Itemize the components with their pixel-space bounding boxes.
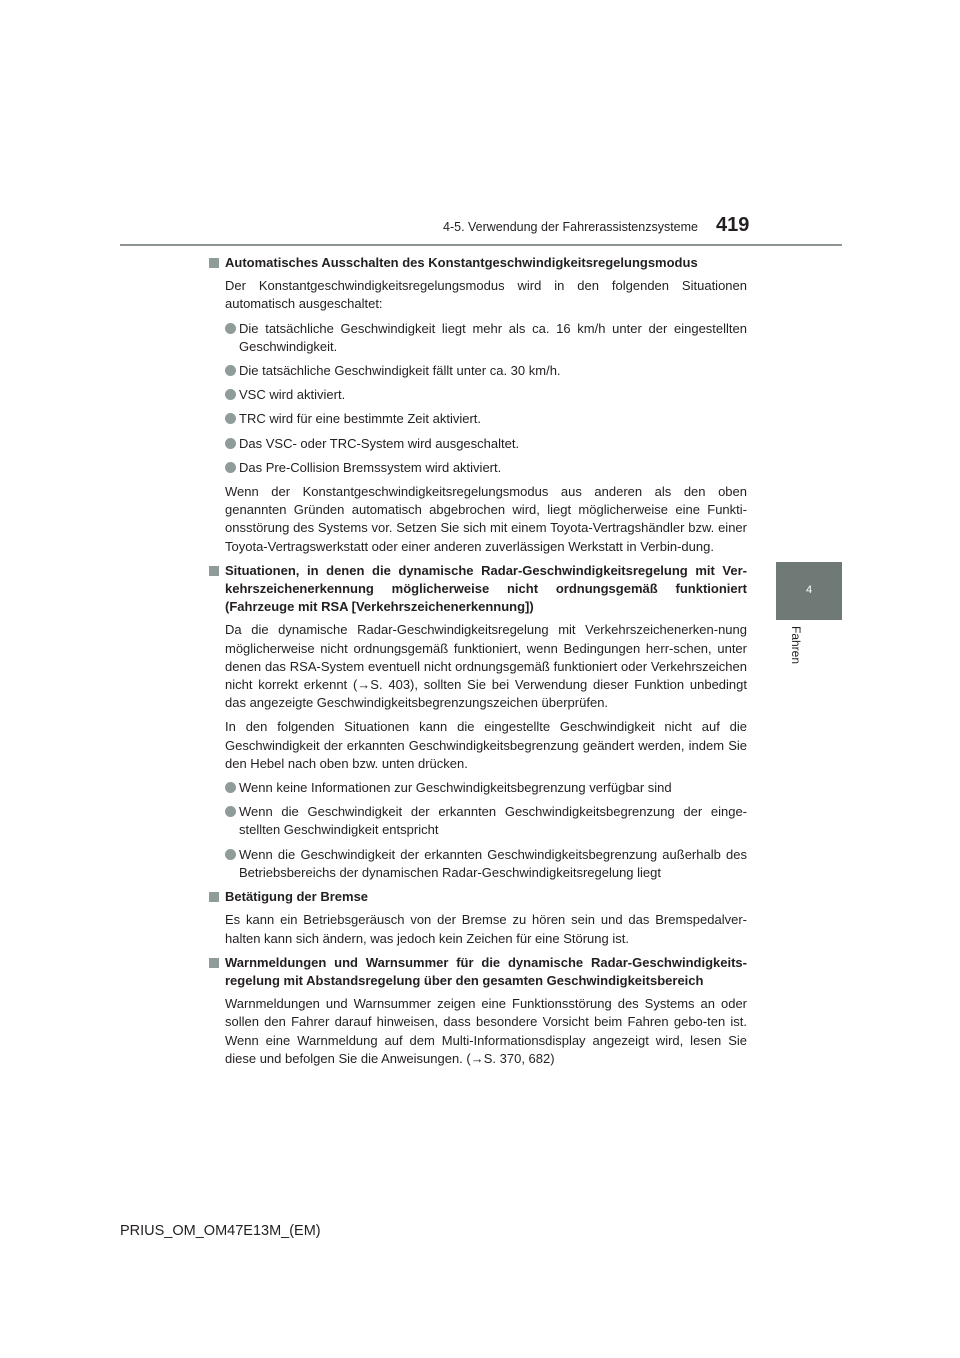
list-item: Wenn die Geschwindigkeit der erkannten Geschwindigkeitsbegrenzung außerhalb des Betriebsbereichs der dynamischen Radar-Geschwindigkeitsregelung liegt (225, 846, 747, 882)
paragraph: Warnmeldungen und Warnsummer zeigen eine Funktionsstörung des Systems an oder sollen den Fahrer darauf hinweisen, dass besondere Vorsicht beim Fahren gebo-ten ist. Wenn eine Warnmeldung auf dem Multi-Informationsdisplay angezeigt wird, lesen Sie diese und befolgen Sie die Anweisungen. (→S. 370, 682) (225, 996, 747, 1066)
paragraph: Der Konstantgeschwindigkeitsregelungsmodus wird in den folgenden Situationen automatisch ausgeschaltet: (225, 278, 747, 312)
paragraph: In den folgenden Situationen kann die eingestellte Geschwindigkeit nicht auf die Geschwindigkeit der erkannten Geschwindigkeitsbegrenzung geändert werden, indem Sie den Hebel nach oben bzw. unten drücken. (225, 719, 747, 771)
section-heading: Automatisches Ausschalten des Konstantgeschwindigkeitsregelungsmodus (209, 254, 747, 272)
square-bullet-icon (209, 958, 219, 968)
chapter-tab (776, 562, 842, 620)
list-item: Wenn keine Informationen zur Geschwindigkeitsbegrenzung verfügbar sind (225, 779, 747, 797)
header-divider (120, 244, 842, 246)
section-heading: Situationen, in denen die dynamische Radar-Geschwindigkeitsregelung mit Ver-kehrszeichenerkennung möglicherweise nicht ordnungsgemäß funktioniert (Fahrzeuge mit RSA [Verkehrszeichenerkennung]) (209, 562, 747, 617)
list-item: Die tatsächliche Geschwindigkeit liegt mehr als ca. 16 km/h unter der eingestellten Geschwindigkeit. (225, 320, 747, 356)
round-bullet-icon (225, 849, 236, 860)
list-item: VSC wird aktiviert. (225, 386, 747, 404)
list-item: Das VSC- oder TRC-System wird ausgeschaltet. (225, 435, 747, 453)
list-item: Die tatsächliche Geschwindigkeit fällt unter ca. 30 km/h. (225, 362, 747, 380)
round-bullet-icon (225, 782, 236, 793)
chapter-side-label-text: Fahren (789, 625, 803, 665)
chapter-side-label (786, 622, 806, 668)
list-item: Das Pre-Collision Bremssystem wird aktiviert. (225, 459, 747, 477)
round-bullet-icon (225, 806, 236, 817)
section-heading: Warnmeldungen und Warnsummer für die dynamische Radar-Geschwindigkeits-regelung mit Abstandsregelung über den gesamten Geschwindigkeitsbereich (209, 954, 747, 990)
square-bullet-icon (209, 566, 219, 576)
paragraph: Da die dynamische Radar-Geschwindigkeitsregelung mit Verkehrszeichenerken-nung möglicherweise nicht ordnungsgemäß funktioniert, wenn Bedingungen herr-schen, unter denen das RSA-System eventuell nicht ordnungsgemäß funktioniert oder Verkehrszeichen nicht korrekt erkennt (→S. 403), sollten Sie bei Verwendung dieser Funktion unbedingt das angezeigte Geschwindigkeitsbegrenzungszeichen überprüfen. (225, 622, 747, 711)
page-content (209, 254, 747, 1074)
round-bullet-icon (225, 389, 236, 400)
round-bullet-icon (225, 462, 236, 473)
page-number: 419 (716, 214, 750, 236)
paragraph: Wenn der Konstantgeschwindigkeitsregelungsmodus aus anderen als den oben genannten Gründen automatisch abgebrochen wird, liegt möglicherweise eine Funkti-onsstörung des Systems vor. Setzen Sie sich mit einem Toyota-Vertragshändler bzw. einer Toyota-Vertragswerkstatt oder einer anderen zuverlässigen Werkstatt in Verbin-dung. (225, 484, 747, 554)
round-bullet-icon (225, 438, 236, 449)
chapter-tab-number: 4 (805, 584, 813, 596)
square-bullet-icon (209, 258, 219, 268)
round-bullet-icon (225, 323, 236, 334)
round-bullet-icon (225, 413, 236, 424)
document-code: PRIUS_OM_OM47E13M_(EM) (120, 1223, 321, 1239)
header-section-title: 4-5. Verwendung der Fahrerassistenzsysteme (443, 220, 698, 234)
section-heading: Betätigung der Bremse (209, 888, 747, 906)
round-bullet-icon (225, 365, 236, 376)
list-item: TRC wird für eine bestimmte Zeit aktiviert. (225, 410, 747, 428)
paragraph: Es kann ein Betriebsgeräusch von der Bremse zu hören sein und das Bremspedalver-halten kann sich ändern, was jedoch kein Zeichen für eine Störung ist. (225, 912, 747, 946)
square-bullet-icon (209, 892, 219, 902)
list-item: Wenn die Geschwindigkeit der erkannten Geschwindigkeitsbegrenzung der einge-stellten Geschwindigkeit entspricht (225, 803, 747, 839)
